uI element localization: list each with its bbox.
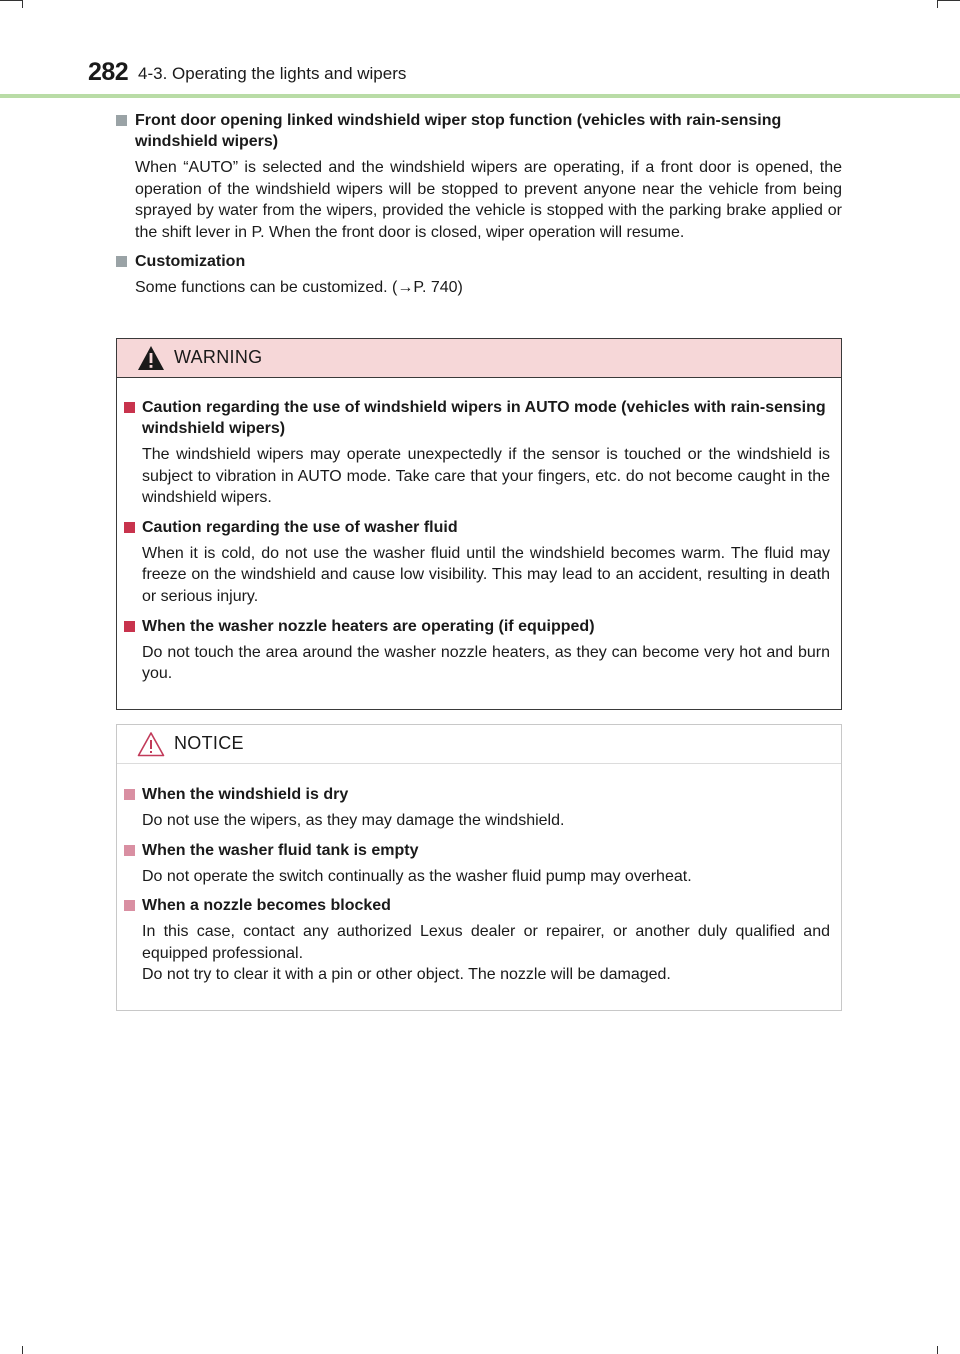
warning-triangle-icon	[137, 345, 165, 371]
section-heading: Front door opening linked windshield wiper stop function (vehicles with rain-sensing windshield wipers)	[116, 110, 842, 152]
warning-body	[124, 397, 830, 691]
notice-title: NOTICE	[174, 733, 244, 753]
crop-mark	[22, 0, 23, 8]
warning-header	[117, 339, 841, 378]
main-content	[116, 110, 842, 305]
section-heading: Customization	[116, 251, 842, 272]
section-text: Some functions can be customized. (→P. 740)	[135, 279, 463, 297]
warning-title: WARNING	[174, 347, 263, 367]
square-bullet-icon	[116, 115, 127, 126]
warning-item-text: The windshield wipers may operate unexpectedly if the sensor is touched or the windshield is subject to vibration in AUTO mode. Take care that your fingers, etc. do not become caught in the windshield wipers.	[142, 446, 830, 507]
notice-item-heading: When the windshield is dry	[124, 784, 830, 805]
notice-item-heading: When a nozzle becomes blocked	[124, 895, 830, 916]
square-bullet-icon	[124, 402, 135, 413]
header-divider	[0, 94, 960, 98]
notice-item-heading: When the washer fluid tank is empty	[124, 840, 830, 861]
page-number: 282	[88, 58, 129, 86]
section-text: When “AUTO” is selected and the windshield wipers are operating, if a front door is opened, the operation of the windshield wipers will be stopped to prevent anyone near the vehicle from being sprayed by water from the wipers, provided the vehicle is stopped with the parking brake applied or the shift lever in P. When the front door is closed, wiper operation will resume.	[135, 159, 842, 241]
square-bullet-icon	[124, 522, 135, 533]
page-header	[88, 58, 848, 90]
notice-body	[124, 784, 830, 986]
notice-item-text: Do not use the wipers, as they may damage the windshield.	[142, 812, 565, 829]
warning-item-heading: Caution regarding the use of windshield wipers in AUTO mode (vehicles with rain-sensing windshield wipers)	[124, 397, 830, 439]
warning-box	[116, 338, 842, 710]
notice-header	[117, 725, 841, 764]
square-bullet-icon	[124, 845, 135, 856]
notice-item-text: In this case, contact any authorized Lexus dealer or repairer, or another duly qualified and equipped professional. Do not try to clear it with a pin or other object. The nozzle will be damaged.	[142, 923, 830, 984]
section-title: 4-3. Operating the lights and wipers	[138, 64, 407, 83]
square-bullet-icon	[116, 256, 127, 267]
crop-mark	[937, 1346, 938, 1354]
crop-mark	[0, 0, 22, 1]
crop-mark	[938, 0, 960, 1]
crop-mark	[22, 1346, 23, 1354]
caution-triangle-icon	[137, 731, 165, 757]
square-bullet-icon	[124, 621, 135, 632]
square-bullet-icon	[124, 900, 135, 911]
notice-item-text: Do not operate the switch continually as the washer fluid pump may overheat.	[142, 867, 692, 885]
crop-mark	[937, 0, 938, 8]
warning-item-text: When it is cold, do not use the washer fluid until the windshield becomes warm. The fluid may freeze on the windshield and cause low visibility. This may lead to an accident, resulting in death or serious injury.	[142, 544, 830, 605]
square-bullet-icon	[124, 789, 135, 800]
warning-item-heading: Caution regarding the use of washer fluid	[124, 517, 830, 538]
warning-item-heading: When the washer nozzle heaters are operating (if equipped)	[124, 616, 830, 637]
notice-box	[116, 724, 842, 1011]
warning-item-text: Do not touch the area around the washer nozzle heaters, as they can become very hot and burn you.	[142, 643, 830, 683]
